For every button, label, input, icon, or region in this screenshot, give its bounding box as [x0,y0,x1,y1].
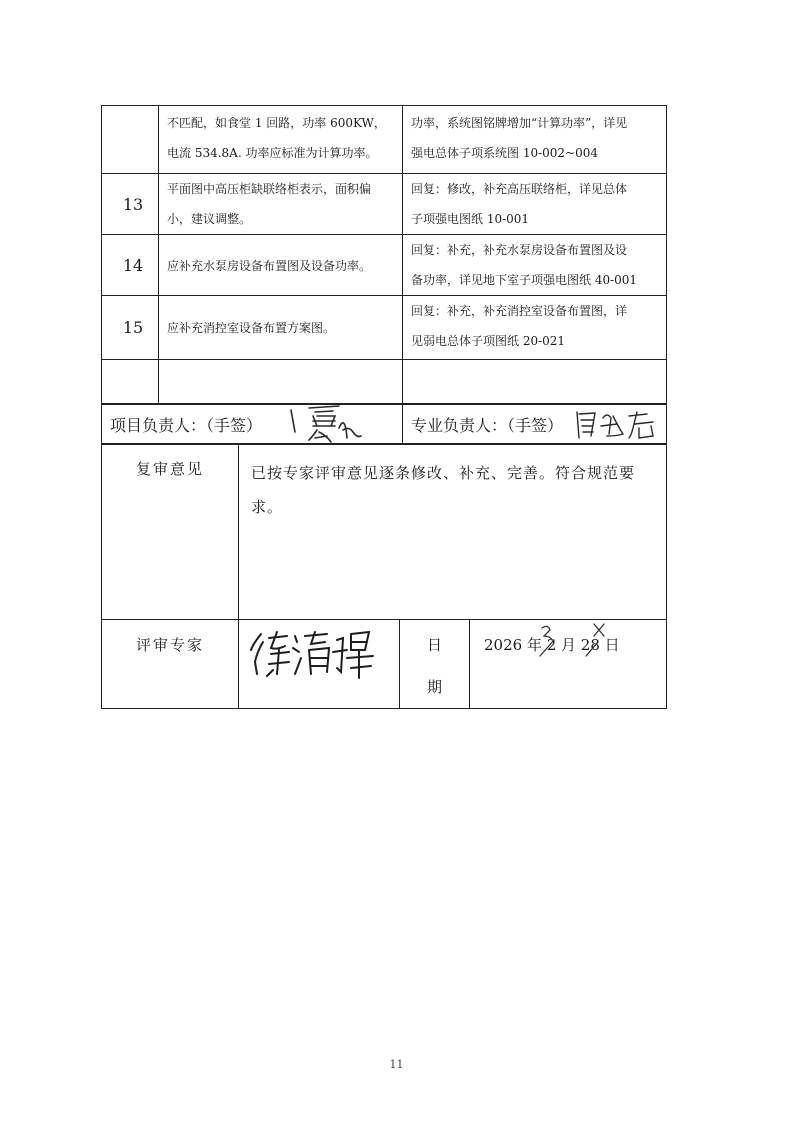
date-label-bottom: 期 [426,678,442,696]
expert-signature-cell [239,620,400,709]
date-label-top: 日 [426,636,442,654]
table-row [102,404,667,445]
responsible-signature-table [101,403,667,445]
table-row [102,174,667,235]
issue-line: 应补充消控室设备布置方案图。 [167,321,336,335]
reply-line: 子项强电图纸 10-001 [411,212,530,226]
issue-cell [159,174,403,235]
page-number: 11 [389,1058,404,1071]
table-row [102,296,667,360]
reply-cell [403,360,667,405]
review-items-table [101,105,667,405]
discipline-lead-label: 专业负责人：（手签） [411,415,564,435]
date-handwritten-correction [538,622,618,662]
item-number [102,106,159,174]
item-number: 14 [102,235,159,296]
recheck-table [101,443,667,709]
item-number [102,360,159,405]
reply-line: 回复：补充，补充水泵房设备布置图及设 [411,243,628,257]
reply-line: 回复：修改，补充高压联络柜，详见总体 [411,182,628,196]
expert-label: 评审专家 [102,620,239,709]
review-date: 2026 年 2 月 28 日 [484,636,620,654]
project-lead-label: 项目负责人：（手签） [110,415,263,435]
review-date-cell [470,620,667,709]
issue-cell [159,360,403,405]
reply-line: 见弱电总体子项图纸 20-021 [411,334,566,348]
project-lead-signature [287,402,367,446]
issue-cell [159,106,403,174]
issue-line: 平面图中高压柜缺联络柜表示，面积偏 [167,182,372,196]
table-row [102,106,667,174]
reply-cell [403,106,667,174]
reply-cell [403,235,667,296]
table-row [102,360,667,405]
table-row [102,444,667,620]
reply-line: 强电总体子项系统图 10-002~004 [411,146,599,160]
issue-line: 应补充水泵房设备布置图及设备功率。 [167,258,372,273]
table-row [102,620,667,709]
reply-cell [403,174,667,235]
discipline-lead-signature [573,408,663,442]
expert-signature [247,628,377,682]
item-number: 15 [102,296,159,360]
issue-line: 不匹配，如食堂 1 回路，功率 600KW， [167,116,386,130]
issue-cell [159,296,403,360]
reply-line: 回复：补充，补充消控室设备布置图，详 [411,304,628,318]
reply-line: 备功率，详见地下室子项强电图纸 40-001 [411,273,638,287]
item-number: 13 [102,174,159,235]
reply-line: 功率，系统图铭牌增加“计算功率”，详见 [411,116,628,130]
discipline-lead-cell [403,404,667,445]
date-label-cell [400,620,470,709]
recheck-label: 复审意见 [102,444,239,620]
project-lead-cell [102,404,403,445]
issue-cell [159,235,403,296]
recheck-opinion: 已按专家评审意见逐条修改、补充、完善。符合规范要求。 [239,444,667,620]
reply-cell [403,296,667,360]
table-row [102,235,667,296]
issue-line: 小，建议调整。 [167,212,252,226]
issue-line: 电流 534.8A. 功率应标准为计算功率。 [167,146,378,160]
